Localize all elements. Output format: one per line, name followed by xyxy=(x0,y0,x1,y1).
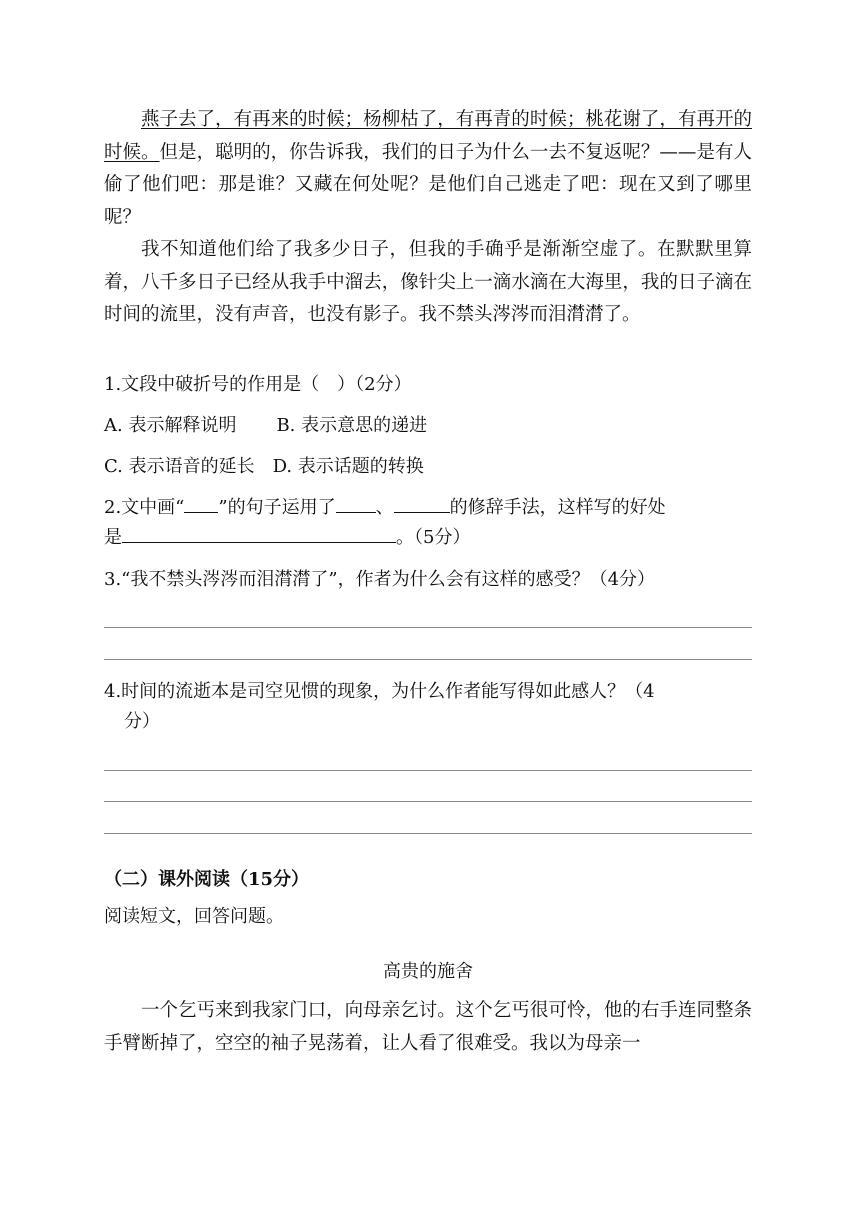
question-1: 1.文段中破折号的作用是（ ）（2分） xyxy=(104,374,412,395)
question-2-line-2: 是 。（5分） xyxy=(104,523,752,553)
question-4 xyxy=(104,677,752,737)
answer-line-q3-1[interactable] xyxy=(104,627,752,628)
question-3: 3.“我不禁头涔涔而泪潸潸了”，作者为什么会有这样的感受？（4分） xyxy=(104,569,656,590)
passage-paragraph-2: 我不知道他们给了我多少日子，但我的手确乎是渐渐空虚了。在默默里算着，八千多日子已经从我手中溜去，像针尖上一滴水滴在大海里，我的日子滴在时间的流里，没有声音，也没有影子。我不禁头涔涔而泪潸潸了。 xyxy=(104,239,752,325)
option-b: B. 表示意思的递进 xyxy=(276,415,428,436)
option-row-cd xyxy=(104,452,752,482)
section-heading: （二）课外阅读（15分） xyxy=(104,869,310,890)
article-paragraph-1: 一个乞丐来到我家门口，向母亲乞讨。这个乞丐很可怜，他的右手连同整条手臂断掉了，空空的袖子晃荡着，让人看了很难受。我以为母亲一 xyxy=(104,1000,752,1054)
answer-line-q4-2[interactable] xyxy=(104,801,752,802)
answer-line-q4-1[interactable] xyxy=(104,770,752,771)
paragraph-1-rest: 但是，聪明的，你告诉我，我们的日子为什么一去不复返呢？——是有人偷了他们吧：那是谁？又藏在何处呢？是他们自己逃走了吧：现在又到了哪里呢？ xyxy=(104,141,752,228)
rhetoric-blank-2[interactable] xyxy=(394,494,450,513)
option-d: D. 表示话题的转换 xyxy=(272,456,424,477)
question-2-line-1: 2.文中画“ ”的句子运用了 、 的修辞手法，这样写的好处 xyxy=(104,493,752,523)
question-4-line-1: 4.时间的流逝本是司空见惯的现象，为什么作者能写得如此感人？（4 xyxy=(104,681,655,702)
benefit-answer-blank[interactable] xyxy=(122,524,396,543)
article-title: 高贵的施舍 xyxy=(383,961,473,982)
option-a: A. 表示解释说明 xyxy=(104,415,237,436)
option-row-ab xyxy=(104,411,752,441)
underlined-sentence: 燕子去了，有再来的时候；杨柳枯了，有再青的时候；桃花谢了，有再开的时候。 xyxy=(104,109,752,163)
option-c: C. 表示语音的延长 xyxy=(104,456,255,477)
underline-mark-blank[interactable] xyxy=(184,494,218,513)
reading-instruction: 阅读短文，回答问题。 xyxy=(104,906,284,927)
answer-line-q3-2[interactable] xyxy=(104,659,752,660)
passage-paragraph-1 xyxy=(104,104,752,234)
answer-line-q4-3[interactable] xyxy=(104,833,752,834)
question-4-line-2: 分） xyxy=(124,711,160,732)
rhetoric-blank-1[interactable] xyxy=(336,494,376,513)
